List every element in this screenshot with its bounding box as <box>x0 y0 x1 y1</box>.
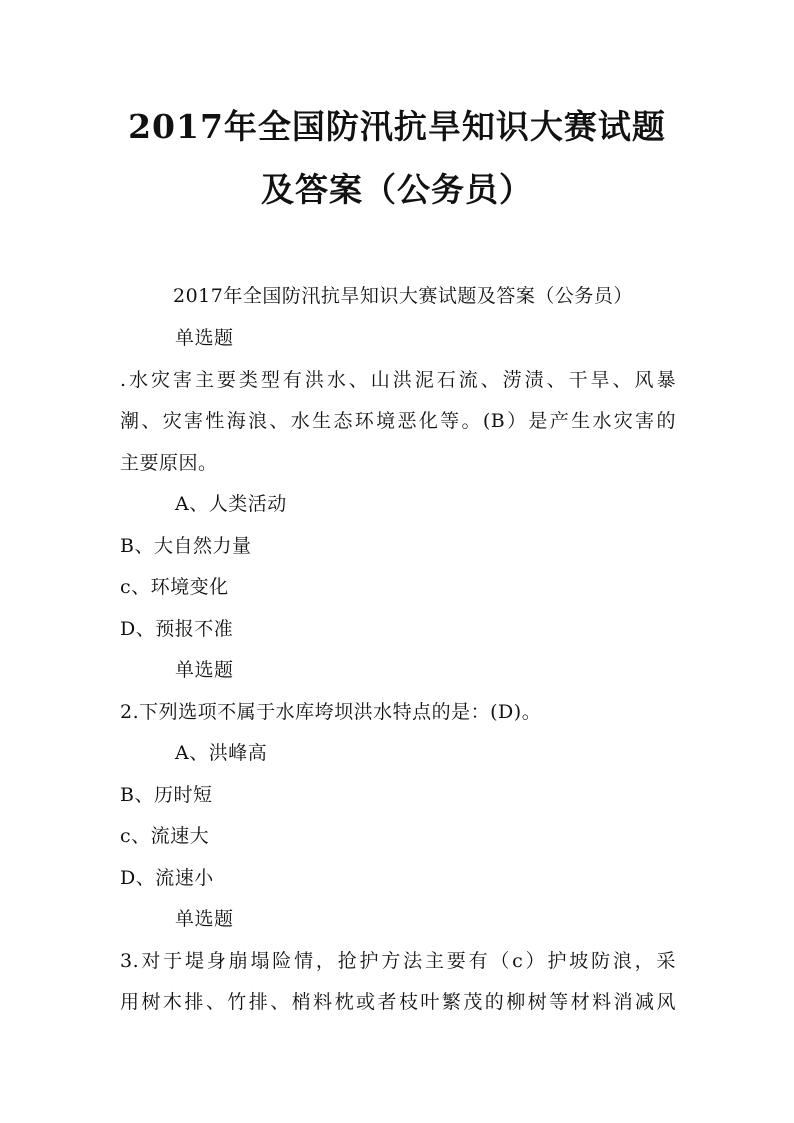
document-subtitle: 2017年全国防汛抗旱知识大赛试题及答案（公务员） <box>173 285 633 307</box>
question-2-option-b: B、历时短 <box>120 784 213 806</box>
question-1-text-line-1: .水灾害主要类型有洪水、山洪泥石流、涝渍、干旱、风暴 <box>120 369 676 391</box>
question-1-option-a: A、人类活动 <box>175 493 287 515</box>
question-3-type: 单选题 <box>175 908 234 930</box>
question-1-text-line-3: 主要原因。 <box>120 452 218 474</box>
question-2-text-line-1: 2.下列选项不属于水库垮坝洪水特点的是：(D)。 <box>120 701 542 723</box>
question-2-option-d: D、流速小 <box>120 867 214 889</box>
question-1-option-d: D、预报不准 <box>120 618 234 640</box>
question-2-option-c: c、流速大 <box>120 825 210 847</box>
question-1-option-b: B、大自然力量 <box>120 535 252 557</box>
question-1-type: 单选题 <box>175 327 234 349</box>
question-1-option-c: c、环境变化 <box>120 576 229 598</box>
question-2-option-a: A、洪峰高 <box>175 742 268 764</box>
question-1-text-line-2: 潮、灾害性海浪、水生态环境恶化等。(B）是产生水灾害的 <box>120 410 676 432</box>
question-3-text-line-2: 用树木排、竹排、梢料枕或者枝叶繁茂的柳树等材料消减风 <box>120 991 676 1013</box>
question-2-type: 单选题 <box>175 659 234 681</box>
document-title-line-2: 及答案（公务员） <box>261 170 533 209</box>
document-title-line-1: 2017年全国防汛抗旱知识大赛试题 <box>128 107 666 146</box>
question-3-text-line-1: 3.对于堤身崩塌险情，抢护方法主要有（c）护坡防浪，采 <box>120 950 676 972</box>
